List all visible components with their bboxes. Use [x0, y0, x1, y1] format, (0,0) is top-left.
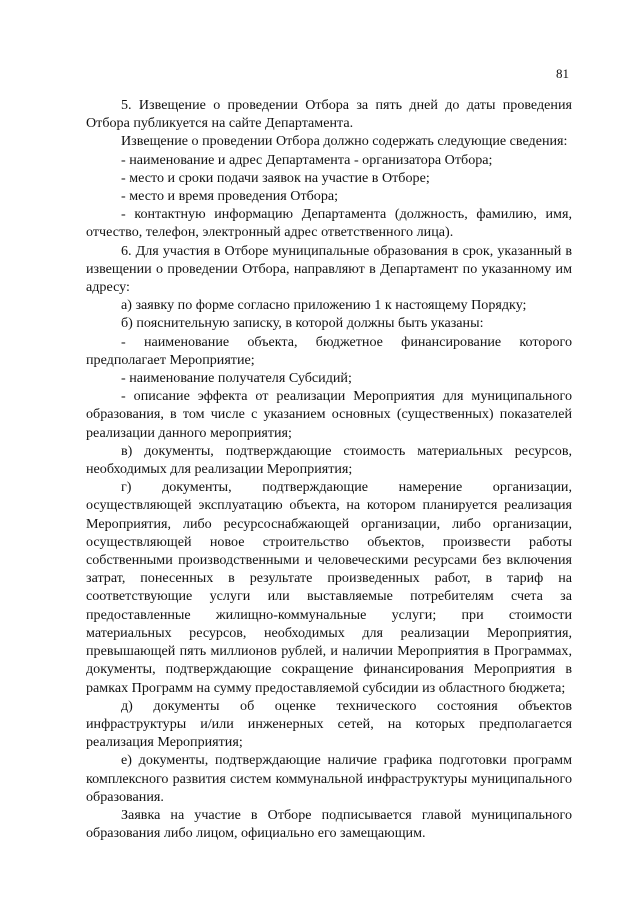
page-number: 81 — [556, 66, 569, 81]
list-item-contact-info: - контактную информацию Департамента (должность, фамилию, имя, отчество, телефон, электронный адрес ответственного лица). — [86, 206, 572, 241]
list-item-a-application: а) заявку по форме согласно приложению 1 к настоящему Порядку; — [121, 297, 527, 314]
paragraph-6-participation: 6. Для участия в Отборе муниципальные образования в срок, указанный в извещении о проведении Отбора, направляют в Департамент по указанному им адресу: — [86, 242, 572, 296]
document-body — [86, 96, 572, 842]
list-item-name-address: - наименование и адрес Департамента - организатора Отбора; — [121, 151, 493, 168]
paragraph-5-announcement: 5. Извещение о проведении Отбора за пять дней до даты проведения Отбора публикуется на сайте Департамента. — [86, 97, 572, 132]
paragraph-announcement-contents: Извещение о проведении Отбора должно содержать следующие сведения: — [121, 133, 568, 150]
list-item-place-deadline: - место и сроки подачи заявок на участие в Отборе; — [121, 169, 430, 186]
list-item-place-time: - место и время проведения Отбора; — [121, 188, 339, 205]
list-item-v-cost-documents: в) документы, подтверждающие стоимость материальных ресурсов, необходимых для реализации Мероприятия; — [86, 442, 572, 478]
paragraph-application-signature: Заявка на участие в Отборе подписывается главой муниципального образования либо лицом, официально его замещающим. — [86, 806, 572, 842]
list-item-e-schedule-documents: е) документы, подтверждающие наличие графика подготовки программ комплексного развития систем коммунальной инфраструктуры муниципального образования. — [86, 752, 572, 805]
list-item-object-name: - наименование объекта, бюджетное финансирование которого предполагает Мероприятие; — [86, 333, 572, 368]
list-item-g-intent-documents: г) документы, подтверждающие намерение организации, осуществляющей эксплуатацию объекта, на котором планируется реализация Мероприятия, либо ресурсоснабжающей организации, либо организации, осуществляющей новое строительство объектов, произвести работы собственными производственными и человеческими ресурсами без включения затрат, понесенных в результате произведенных работ, в тариф на соответствующие услуги или выставляемые потребителям счета за предоставленные жилищно-коммунальные услуги; при стоимости материальных ресурсов, необходимых для реализации Мероприятия, превышающей пять миллионов рублей, и наличии Мероприятия в Программах, документы, подтверждающие сокращение финансирования Мероприятия в рамках Программ на сумму предоставляемой субсидии из областного бюджета; — [86, 479, 572, 696]
list-item-recipient-name: - наименование получателя Субсидий; — [121, 370, 352, 387]
list-item-b-explanatory-note: б) пояснительную записку, в которой должны быть указаны: — [121, 315, 484, 332]
list-item-effect-description: - описание эффекта от реализации Мероприятия для муниципального образования, в том числе с указанием основных (существенных) показателей реализации данного мероприятия; — [86, 388, 572, 441]
list-item-d-assessment-documents: д) документы об оценке технического состояния объектов инфраструктуры и/или инженерных сетей, на которых предполагается реализация Мероприятия; — [86, 697, 572, 751]
